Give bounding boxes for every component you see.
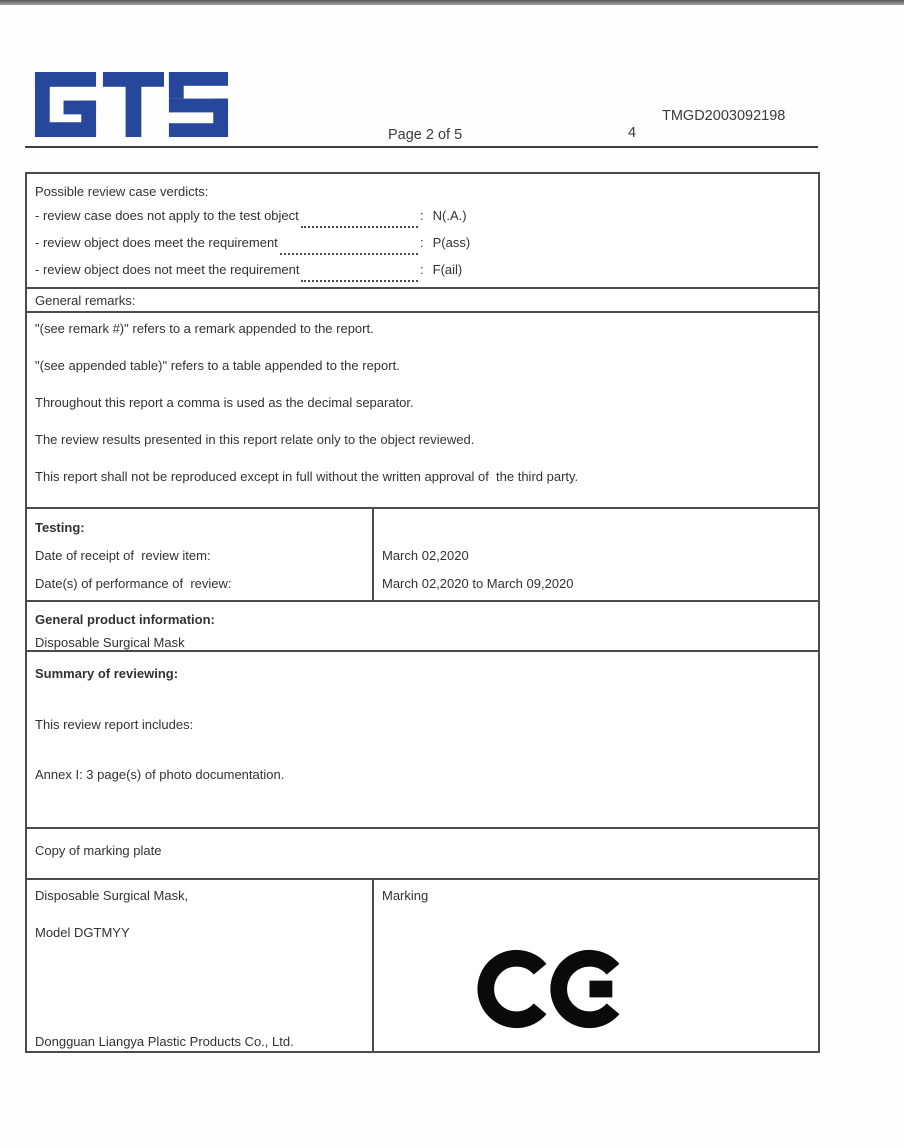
remark-paragraph: "(see appended table)" refers to a table appended to the report.: [35, 358, 400, 373]
verdict-value: P(ass): [432, 235, 471, 250]
leader-dots: [280, 253, 418, 255]
summary-line: This review report includes:: [35, 717, 194, 732]
remark-paragraph: Throughout this report a comma is used as the decimal separator.: [35, 395, 414, 410]
summary-title: Summary of reviewing:: [35, 666, 179, 681]
testing-label-receipt: Date of receipt of review item:: [35, 548, 211, 563]
leader-dots: [301, 280, 418, 282]
report-table: [25, 172, 820, 1053]
marking-spacer: [35, 940, 364, 1034]
gts-logo: [33, 70, 230, 141]
verdict-label: - review object does meet the requirement: [35, 235, 278, 250]
marking-label: Marking: [382, 888, 429, 903]
marking-mark-cell: [374, 880, 818, 1051]
verdict-result: [420, 262, 810, 277]
product-info-value: Disposable Surgical Mask: [35, 635, 185, 650]
leader-dots: [301, 226, 418, 228]
verdict-line-fail: [35, 262, 810, 289]
summary-section: [27, 652, 818, 829]
verdict-value: F(ail): [432, 262, 463, 277]
general-remarks-title: General remarks:: [27, 289, 818, 313]
report-number-line1: TMGD2003092198: [662, 108, 786, 124]
verdicts-title: Possible review case verdicts:: [35, 184, 209, 199]
marking-product: Disposable Surgical Mask,: [35, 888, 189, 903]
remark-paragraph: The review results presented in this report relate only to the object reviewed.: [35, 432, 475, 447]
testing-value-spacer: [382, 514, 810, 542]
verdict-colon: :: [420, 208, 424, 223]
ce-mark-icon: [477, 945, 622, 1033]
marking-company: Dongguan Liangya Plastic Products Co., Ltd.: [35, 1034, 294, 1049]
verdict-colon: :: [420, 235, 424, 250]
verdict-line-na: [35, 208, 810, 235]
marking-plate-title: Copy of marking plate: [27, 829, 818, 880]
marking-product-cell: [27, 880, 374, 1051]
verdict-result: [420, 208, 810, 223]
remark-paragraph: This report shall not be reproduced except in full without the written approval of the third party.: [35, 469, 579, 484]
product-info-section: [27, 602, 818, 652]
verdict-result: [420, 235, 810, 250]
testing-title: Testing:: [35, 520, 85, 535]
remark-paragraph: "(see remark #)" refers to a remark appended to the report.: [35, 321, 374, 336]
scan-edge-bar: [0, 0, 904, 5]
report-number: [628, 108, 848, 142]
header-rule: [25, 146, 818, 148]
testing-value-performance: March 02,2020 to March 09,2020: [382, 576, 574, 591]
marking-section: [27, 880, 818, 1051]
marking-model: Model DGTMYY: [35, 925, 130, 940]
product-info-title: General product information:: [35, 612, 215, 627]
verdict-line-pass: [35, 235, 810, 262]
summary-line: Annex I: 3 page(s) of photo documentation.: [35, 767, 285, 782]
verdict-label: - review case does not apply to the test object: [35, 208, 299, 223]
testing-values: [374, 509, 818, 600]
remarks-section: [27, 313, 818, 509]
verdict-label: - review object does not meet the requirement: [35, 262, 300, 277]
verdict-colon: :: [420, 262, 424, 277]
verdict-value: N(.A.): [432, 208, 467, 223]
page-indicator: Page 2 of 5: [388, 127, 463, 143]
testing-labels: [27, 509, 374, 600]
testing-value-receipt: March 02,2020: [382, 548, 469, 563]
report-number-line2: 4: [628, 125, 637, 141]
verdicts-section: [27, 174, 818, 289]
testing-section: [27, 509, 818, 602]
testing-label-performance: Date(s) of performance of review:: [35, 576, 232, 591]
